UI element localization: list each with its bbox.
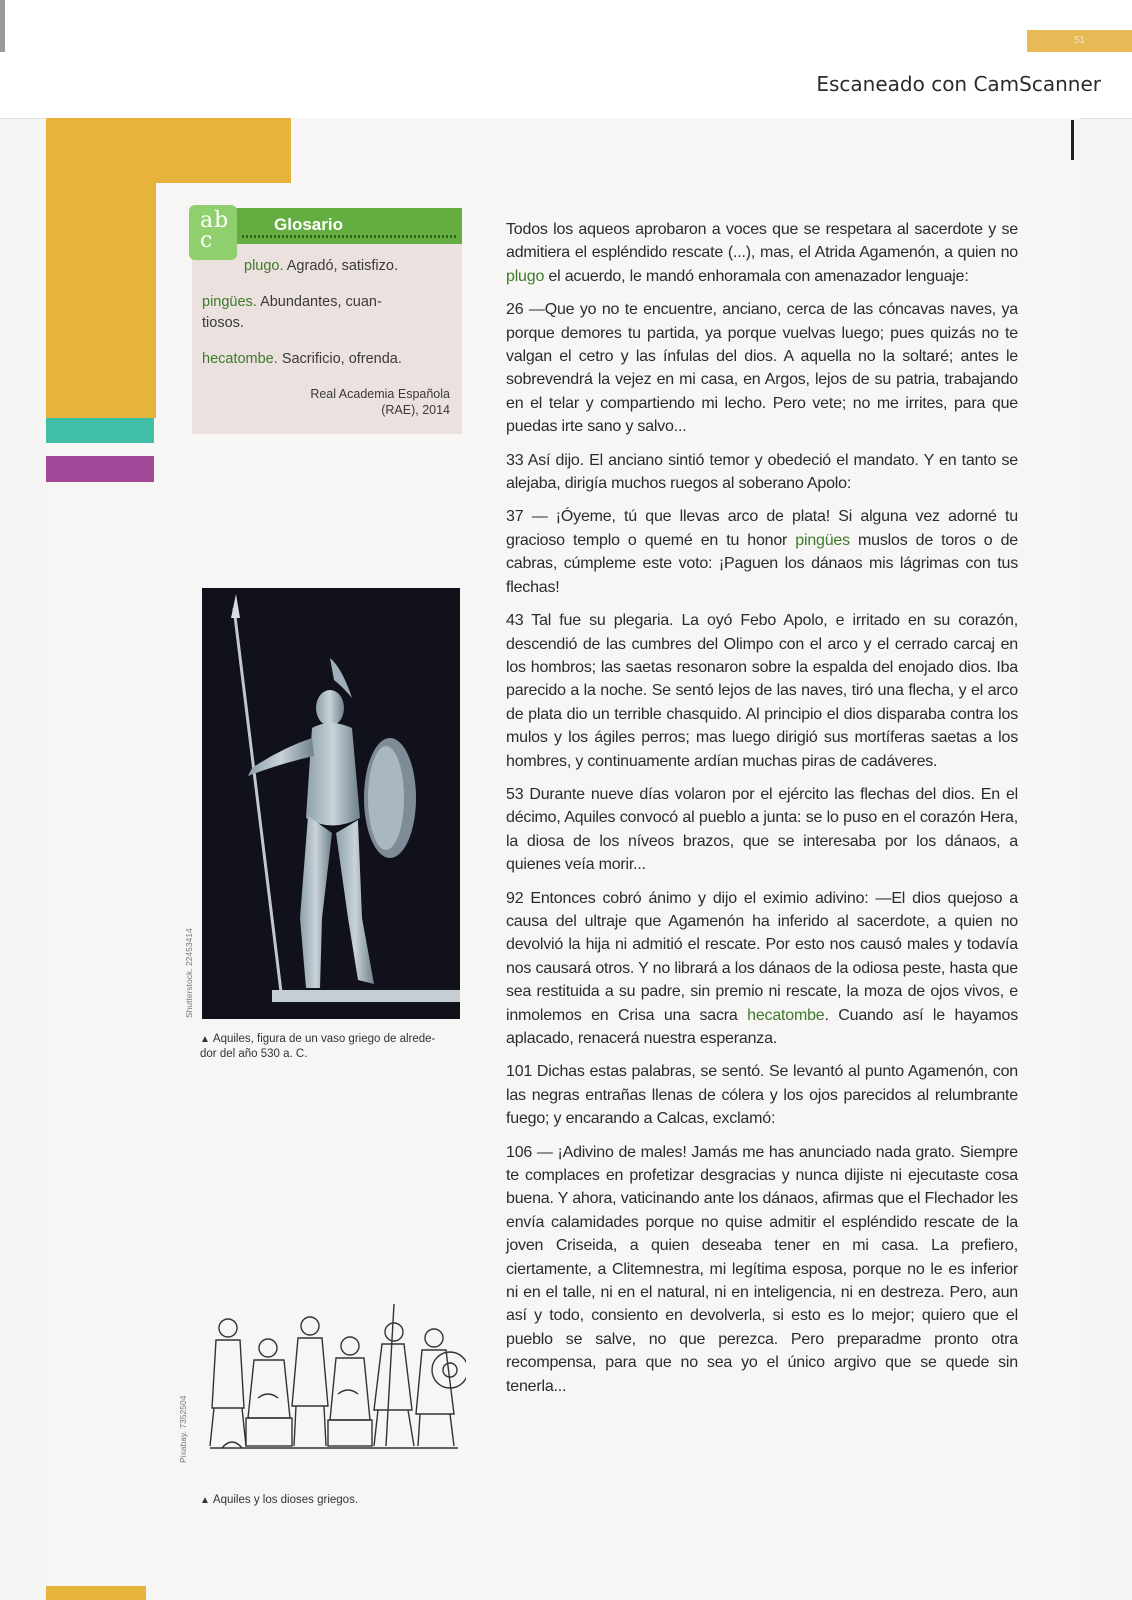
paragraph: 101 Dichas estas palabras, se sentó. Se levantó al punto Agamenón, con las negras entrañas llenas de cólera y los ojos parecidos al relumbrante fuego; y encarando a Calcas, exclamó: <box>506 1063 1018 1128</box>
glossary-definition: Agradó, satisfizo. <box>286 258 398 274</box>
text-run: el acuerdo, le mandó enhoramala con amenazador lenguaje: <box>544 267 969 285</box>
caption-line: Aquiles y los dioses griegos. <box>212 1494 359 1506</box>
paragraph: 33 Así dijo. El anciano sintió temor y obedeció el mandato. Y en tanto se alejaba, dirigía muchos ruegos al soberano Apolo: <box>506 451 1018 493</box>
glossary-entry-pingues <box>202 292 457 334</box>
glossary-source-line: Real Academia Española <box>310 387 450 401</box>
decor-purple-bar <box>46 456 154 482</box>
glossary-term-highlight: plugo <box>506 267 545 285</box>
glossary-definition: Sacrificio, ofrenda. <box>281 351 402 367</box>
glossary-term-highlight: hecatombe <box>747 1006 825 1024</box>
text-run: 92 Entonces cobró ánimo y dijo el eximio adivino: —El dios quejoso a causa del ultraje que Agamenón ha inferido al sacerdote, a quien no devolvió la hija ni admitió el rescate. Por esto nos causó males y todavía nos causará otros. Y no librará a los dánaos de la odiosa peste, hasta que sea restituida a su padre, sin premio ni rescate, la moza de ojos vivos, e inmolemos en Crisa una sacra <box>506 889 1018 1024</box>
iliad-excerpt <box>506 218 1018 1408</box>
achilles-gods-drawing <box>198 1298 466 1465</box>
paragraph <box>506 218 1018 288</box>
photo-credit: Shutterstock. 22453414 <box>184 928 194 1018</box>
glossary-entry-hecatombe <box>202 349 402 370</box>
text-run: muslos de toros o de cabras, cúmpleme este voto: ¡Paguen los dánaos mis lágrimas con tus flechas! <box>506 531 1018 596</box>
glossary-term: plugo. <box>244 258 284 274</box>
glossary-badge-icon <box>189 205 237 260</box>
glossary-source-line: (RAE), 2014 <box>381 403 450 417</box>
decor-yellow-strip <box>46 183 156 418</box>
scanner-header <box>0 0 1132 119</box>
paragraph <box>506 505 1018 599</box>
figure-caption <box>200 1493 358 1508</box>
glossary-term-highlight: pingües <box>795 531 850 549</box>
photo-credit: Pixabay. 7352504 <box>178 1395 188 1463</box>
caption-line: Aquiles, figura de un vaso griego de alrede- <box>212 1033 436 1045</box>
paragraph: 106 — ¡Adivino de males! Jamás me has anunciado nada grato. Siempre te complaces en profetizar desgracias y nunca dijiste ni ejecutaste cosa buena. Y ahora, vaticinando ante los dánaos, afirmas que el Flechador les envía calamidades porque no quise admitir el espléndido rescate de la joven Criseida, a quien deseaba tener en mi casa. La prefiero, ciertamente, a Clitemnestra, mi legítima esposa, porque no le es inferior ni en el talle, ni en el natural, ni en inteligencia, ni en destreza. Pero, aun así y todo, consiento en devolverla, si esto es lo mejor; quiero que el pueblo se salve, no que perezca. Pero preparadme pronto otra recompensa, para que no sea yo el único argivo que se quede sin tenerla... <box>506 1143 1018 1395</box>
glossary-definition: Abundantes, cuan- <box>260 294 382 310</box>
text-run: . Cuando así le hayamos aplacado, renacerá nuestra esperanza. <box>506 1006 1018 1047</box>
greek-gods-line-art <box>198 1298 466 1465</box>
glossary-term: pingües. <box>202 294 257 310</box>
page-number-tab: 51 <box>1027 30 1132 52</box>
left-edge-rule <box>0 0 5 52</box>
triangle-icon: ▲ <box>200 1034 210 1045</box>
glossary-title: Glosario <box>274 215 343 234</box>
achilles-statue-image <box>202 588 460 1019</box>
paragraph: 26 —Que yo no te encuentre, anciano, cerca de las cóncavas naves, ya porque demores tu partida, ya porque vuelvas luego; pues quizás no te valgan el cetro y las ínfulas del dios. A aquella no la soltaré; antes le sobrevendrá la vejez en mi casa, en Argos, lejos de su patria, trabajando en el telar y compartiendo mi lecho. Pero vete; no me irrites, para que puedas irte sano y salvo... <box>506 301 1018 436</box>
text-run: 37 — ¡Óyeme, tú que llevas arco de plata! Si alguna vez adorné tu gracioso templo o quemé en tu honor <box>506 508 1018 549</box>
glossary-definition-cont: tiosos. <box>202 315 244 331</box>
glossary-term: hecatombe. <box>202 351 278 367</box>
glossary-box <box>192 208 462 434</box>
achilles-statue-illustration <box>202 588 460 1019</box>
glossary-source <box>310 386 450 418</box>
triangle-icon: ▲ <box>200 1495 210 1506</box>
glossary-entry-plugo <box>244 256 398 277</box>
page-edge-mark <box>1071 120 1074 160</box>
text-run: Todos los aqueos aprobaron a voces que se respetara al sacerdote y se admitiera el espléndido rescate (...), mas, el Atrida Agamenón, a quien no <box>506 221 1018 262</box>
caption-line: dor del año 530 a. C. <box>200 1048 308 1060</box>
glossary-header <box>192 208 462 253</box>
book-page <box>46 118 1080 1600</box>
paragraph: 53 Durante nueve días volaron por el ejército las flechas del dios. En el décimo, Aquiles convocó al pueblo a junta: se lo puso en el corazón Hera, la diosa de los níveos brazos, que se interesaba por los dánaos, a quienes veía morir... <box>506 785 1018 874</box>
figure-caption <box>200 1032 435 1062</box>
decor-teal-bar <box>46 418 154 443</box>
glossary-badge-text: ab c <box>200 208 230 253</box>
paragraph: 43 Tal fue su plegaria. La oyó Febo Apolo, e irritado en su corazón, descendió de las cumbres del Olimpo con el arco y el cerrado carcaj en los hombros; las saetas resonaron sobre la espalda del enojado dios. Iba parecido a la noche. Se sentó lejos de las naves, tiró una flecha, y el arco de plata dio un terrible chasquido. Al principio el dios disparaba contra los mulos y los ágiles perros; mas luego dirigió sus mortíferas saetas a los hombres, y continuamente ardían muchas piras de cadáveres. <box>506 612 1018 770</box>
scanner-watermark: Escaneado con CamScanner <box>816 72 1101 96</box>
decor-yellow-footer <box>46 1586 146 1600</box>
paragraph <box>506 887 1018 1051</box>
decor-yellow-block <box>46 118 291 183</box>
